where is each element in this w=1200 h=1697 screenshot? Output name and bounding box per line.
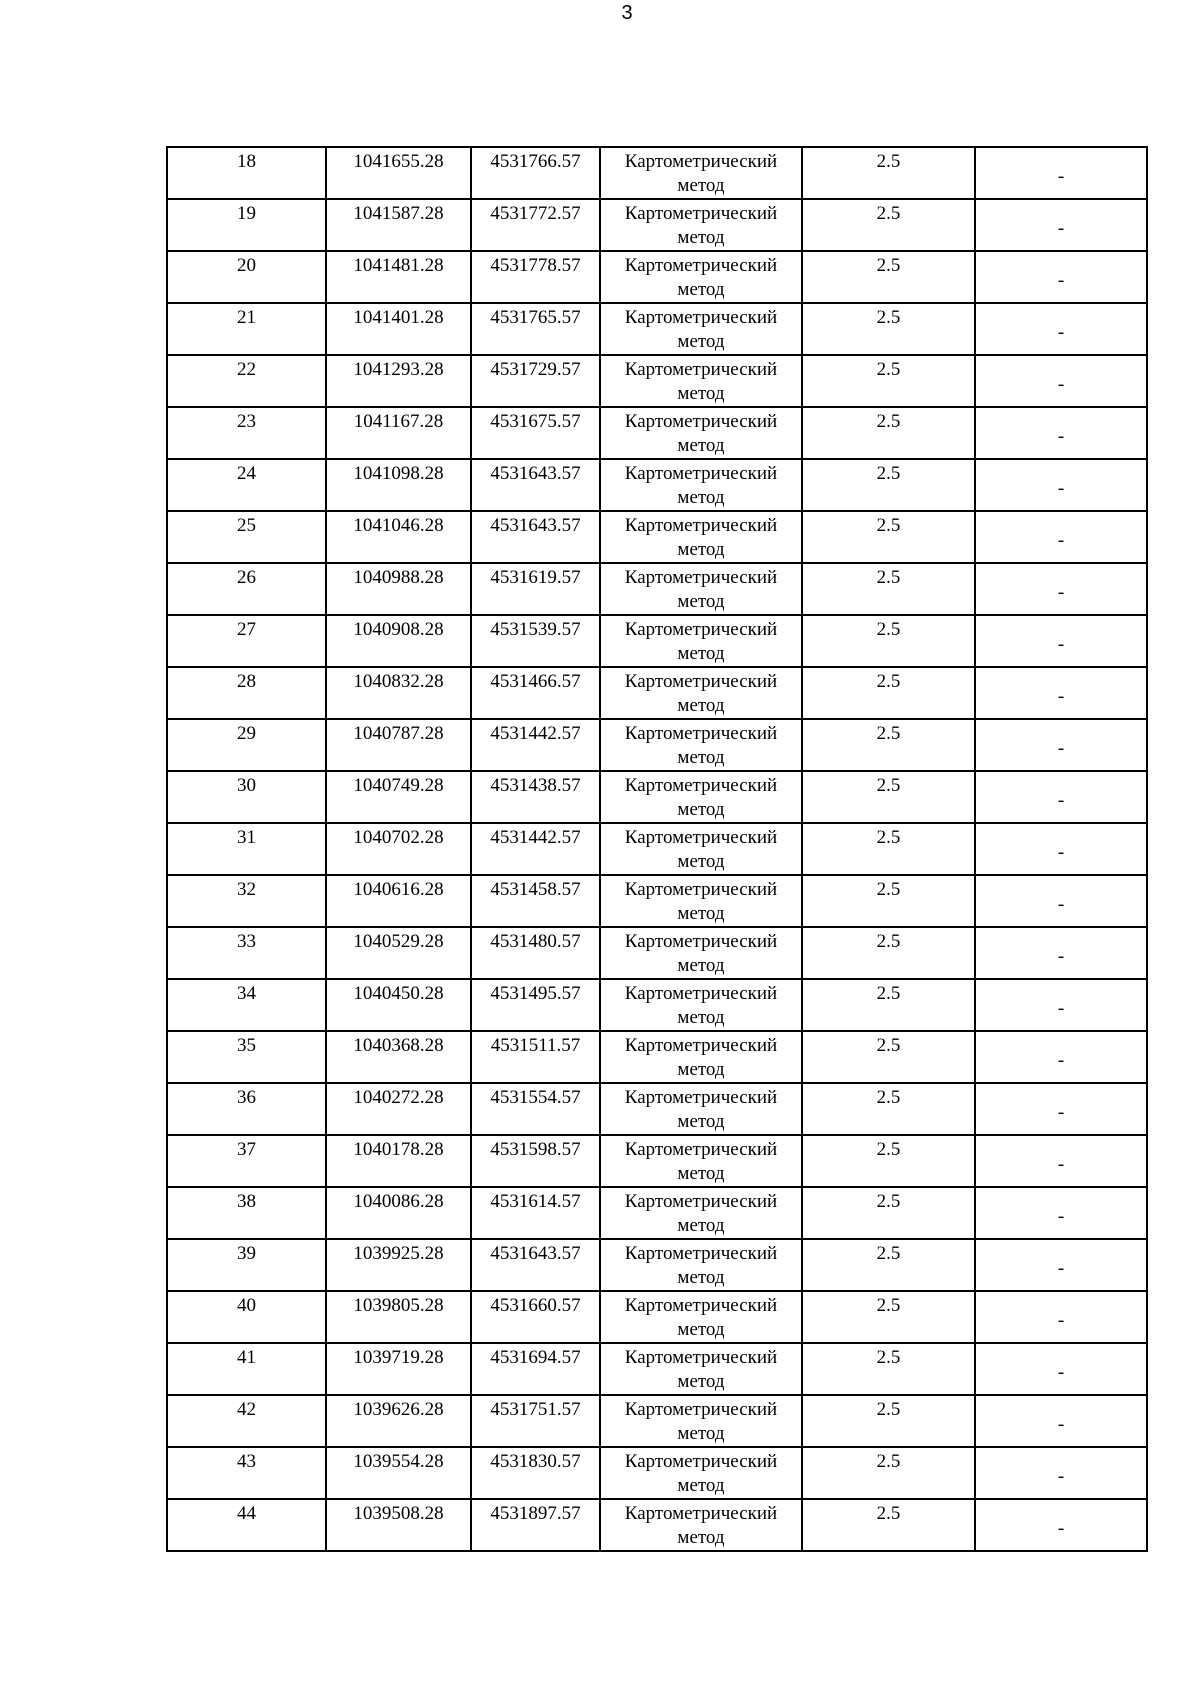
accuracy-cell: 2.5 <box>802 1083 975 1135</box>
table-row <box>167 1291 1147 1343</box>
method-line-1: Картометрический <box>624 931 778 952</box>
note-cell: - <box>975 979 1147 1031</box>
point-number-cell: 32 <box>167 875 326 927</box>
accuracy-cell: 2.5 <box>802 199 975 251</box>
point-number-cell: 43 <box>167 1447 326 1499</box>
x-coordinate-cell: 1039508.28 <box>326 1499 471 1551</box>
table-row <box>167 1187 1147 1239</box>
y-coordinate-cell: 4531830.57 <box>471 1447 600 1499</box>
method-cell <box>600 459 802 511</box>
method-line-1: Картометрический <box>624 1035 778 1056</box>
note-cell: - <box>975 667 1147 719</box>
table-row <box>167 771 1147 823</box>
accuracy-cell: 2.5 <box>802 459 975 511</box>
table-row <box>167 1395 1147 1447</box>
accuracy-cell: 2.5 <box>802 1291 975 1343</box>
page-number: 3 <box>621 2 633 24</box>
x-coordinate-cell: 1040368.28 <box>326 1031 471 1083</box>
point-number-cell: 23 <box>167 407 326 459</box>
method-line-1: Картометрический <box>624 1139 778 1160</box>
point-number-cell: 33 <box>167 927 326 979</box>
accuracy-cell: 2.5 <box>802 355 975 407</box>
method-cell <box>600 979 802 1031</box>
method-cell <box>600 719 802 771</box>
method-cell <box>600 1031 802 1083</box>
point-number-cell: 34 <box>167 979 326 1031</box>
method-cell <box>600 251 802 303</box>
method-line-1: Картометрический <box>624 983 778 1004</box>
table-row <box>167 1447 1147 1499</box>
point-number-cell: 28 <box>167 667 326 719</box>
accuracy-cell: 2.5 <box>802 1031 975 1083</box>
y-coordinate-cell: 4531729.57 <box>471 355 600 407</box>
table-row <box>167 719 1147 771</box>
accuracy-cell: 2.5 <box>802 615 975 667</box>
method-line-2: метод <box>677 1007 725 1028</box>
y-coordinate-cell: 4531442.57 <box>471 719 600 771</box>
point-number-cell: 26 <box>167 563 326 615</box>
y-coordinate-cell: 4531778.57 <box>471 251 600 303</box>
accuracy-cell: 2.5 <box>802 927 975 979</box>
y-coordinate-cell: 4531675.57 <box>471 407 600 459</box>
y-coordinate-cell: 4531765.57 <box>471 303 600 355</box>
note-cell: - <box>975 875 1147 927</box>
x-coordinate-cell: 1040787.28 <box>326 719 471 771</box>
note-cell: - <box>975 1187 1147 1239</box>
method-line-2: метод <box>677 539 725 560</box>
point-number-cell: 35 <box>167 1031 326 1083</box>
y-coordinate-cell: 4531598.57 <box>471 1135 600 1187</box>
method-line-1: Картометрический <box>624 1399 778 1420</box>
method-line-2: метод <box>677 747 725 768</box>
note-cell: - <box>975 303 1147 355</box>
method-cell <box>600 823 802 875</box>
x-coordinate-cell: 1041587.28 <box>326 199 471 251</box>
method-line-1: Картометрический <box>624 1243 778 1264</box>
method-line-2: метод <box>677 331 725 352</box>
point-number-cell: 18 <box>167 147 326 199</box>
accuracy-cell: 2.5 <box>802 511 975 563</box>
method-cell <box>600 147 802 199</box>
y-coordinate-cell: 4531458.57 <box>471 875 600 927</box>
note-cell: - <box>975 1083 1147 1135</box>
method-line-2: метод <box>677 643 725 664</box>
accuracy-cell: 2.5 <box>802 875 975 927</box>
note-cell: - <box>975 927 1147 979</box>
table-body <box>167 147 1147 1551</box>
y-coordinate-cell: 4531751.57 <box>471 1395 600 1447</box>
y-coordinate-cell: 4531643.57 <box>471 1239 600 1291</box>
x-coordinate-cell: 1041046.28 <box>326 511 471 563</box>
method-line-1: Картометрический <box>624 515 778 536</box>
method-line-2: метод <box>677 695 725 716</box>
x-coordinate-cell: 1040988.28 <box>326 563 471 615</box>
method-cell <box>600 407 802 459</box>
method-cell <box>600 1291 802 1343</box>
method-line-1: Картометрический <box>624 879 778 900</box>
method-cell <box>600 615 802 667</box>
accuracy-cell: 2.5 <box>802 823 975 875</box>
table-row <box>167 459 1147 511</box>
note-cell: - <box>975 1395 1147 1447</box>
method-cell <box>600 1499 802 1551</box>
table-row <box>167 667 1147 719</box>
method-line-1: Картометрический <box>624 1503 778 1524</box>
method-line-1: Картометрический <box>624 775 778 796</box>
y-coordinate-cell: 4531660.57 <box>471 1291 600 1343</box>
x-coordinate-cell: 1040832.28 <box>326 667 471 719</box>
table-row <box>167 615 1147 667</box>
method-cell <box>600 875 802 927</box>
table-row <box>167 251 1147 303</box>
x-coordinate-cell: 1040702.28 <box>326 823 471 875</box>
method-line-2: метод <box>677 1423 725 1444</box>
method-cell <box>600 927 802 979</box>
method-line-2: метод <box>677 903 725 924</box>
point-number-cell: 24 <box>167 459 326 511</box>
note-cell: - <box>975 719 1147 771</box>
y-coordinate-cell: 4531554.57 <box>471 1083 600 1135</box>
point-number-cell: 40 <box>167 1291 326 1343</box>
table-row <box>167 1499 1147 1551</box>
method-line-1: Картометрический <box>624 671 778 692</box>
table-row <box>167 147 1147 199</box>
method-line-1: Картометрический <box>624 203 778 224</box>
method-cell <box>600 199 802 251</box>
note-cell: - <box>975 615 1147 667</box>
y-coordinate-cell: 4531619.57 <box>471 563 600 615</box>
method-cell <box>600 771 802 823</box>
note-cell: - <box>975 511 1147 563</box>
method-line-1: Картометрический <box>624 1451 778 1472</box>
accuracy-cell: 2.5 <box>802 1447 975 1499</box>
point-number-cell: 37 <box>167 1135 326 1187</box>
method-line-1: Картометрический <box>624 1347 778 1368</box>
table-row <box>167 1135 1147 1187</box>
table-row <box>167 407 1147 459</box>
x-coordinate-cell: 1040086.28 <box>326 1187 471 1239</box>
x-coordinate-cell: 1040616.28 <box>326 875 471 927</box>
point-number-cell: 36 <box>167 1083 326 1135</box>
accuracy-cell: 2.5 <box>802 1499 975 1551</box>
accuracy-cell: 2.5 <box>802 719 975 771</box>
accuracy-cell: 2.5 <box>802 407 975 459</box>
note-cell: - <box>975 1447 1147 1499</box>
method-cell <box>600 1343 802 1395</box>
x-coordinate-cell: 1040908.28 <box>326 615 471 667</box>
y-coordinate-cell: 4531772.57 <box>471 199 600 251</box>
note-cell: - <box>975 1499 1147 1551</box>
method-cell <box>600 303 802 355</box>
method-line-2: метод <box>677 955 725 976</box>
x-coordinate-cell: 1040749.28 <box>326 771 471 823</box>
y-coordinate-cell: 4531442.57 <box>471 823 600 875</box>
note-cell: - <box>975 823 1147 875</box>
y-coordinate-cell: 4531766.57 <box>471 147 600 199</box>
table-row <box>167 1343 1147 1395</box>
method-cell <box>600 563 802 615</box>
table-row <box>167 199 1147 251</box>
x-coordinate-cell: 1041401.28 <box>326 303 471 355</box>
table-row <box>167 1239 1147 1291</box>
table-row <box>167 979 1147 1031</box>
method-line-2: метод <box>677 1475 725 1496</box>
accuracy-cell: 2.5 <box>802 771 975 823</box>
method-line-2: метод <box>677 279 725 300</box>
x-coordinate-cell: 1041655.28 <box>326 147 471 199</box>
x-coordinate-cell: 1039554.28 <box>326 1447 471 1499</box>
method-line-2: метод <box>677 1527 725 1548</box>
method-line-1: Картометрический <box>624 1191 778 1212</box>
coordinates-table <box>166 146 1148 1552</box>
point-number-cell: 44 <box>167 1499 326 1551</box>
method-cell <box>600 1187 802 1239</box>
y-coordinate-cell: 4531511.57 <box>471 1031 600 1083</box>
method-line-1: Картометрический <box>624 567 778 588</box>
x-coordinate-cell: 1040529.28 <box>326 927 471 979</box>
method-line-2: метод <box>677 1215 725 1236</box>
accuracy-cell: 2.5 <box>802 147 975 199</box>
note-cell: - <box>975 771 1147 823</box>
method-cell <box>600 667 802 719</box>
y-coordinate-cell: 4531643.57 <box>471 459 600 511</box>
x-coordinate-cell: 1040178.28 <box>326 1135 471 1187</box>
method-line-1: Картометрический <box>624 463 778 484</box>
method-line-2: метод <box>677 435 725 456</box>
method-line-2: метод <box>677 1059 725 1080</box>
y-coordinate-cell: 4531495.57 <box>471 979 600 1031</box>
note-cell: - <box>975 1343 1147 1395</box>
table-row <box>167 511 1147 563</box>
y-coordinate-cell: 4531480.57 <box>471 927 600 979</box>
method-line-2: метод <box>677 851 725 872</box>
accuracy-cell: 2.5 <box>802 1187 975 1239</box>
table-row <box>167 355 1147 407</box>
x-coordinate-cell: 1039626.28 <box>326 1395 471 1447</box>
accuracy-cell: 2.5 <box>802 667 975 719</box>
y-coordinate-cell: 4531466.57 <box>471 667 600 719</box>
point-number-cell: 25 <box>167 511 326 563</box>
method-line-1: Картометрический <box>624 359 778 380</box>
table-row <box>167 303 1147 355</box>
table-row <box>167 1083 1147 1135</box>
accuracy-cell: 2.5 <box>802 563 975 615</box>
method-line-1: Картометрический <box>624 255 778 276</box>
method-line-2: метод <box>677 1163 725 1184</box>
table-row <box>167 823 1147 875</box>
accuracy-cell: 2.5 <box>802 1395 975 1447</box>
x-coordinate-cell: 1041481.28 <box>326 251 471 303</box>
note-cell: - <box>975 251 1147 303</box>
point-number-cell: 31 <box>167 823 326 875</box>
accuracy-cell: 2.5 <box>802 1135 975 1187</box>
note-cell: - <box>975 459 1147 511</box>
method-cell <box>600 1239 802 1291</box>
note-cell: - <box>975 147 1147 199</box>
method-line-1: Картометрический <box>624 723 778 744</box>
x-coordinate-cell: 1041167.28 <box>326 407 471 459</box>
note-cell: - <box>975 1031 1147 1083</box>
method-cell <box>600 511 802 563</box>
point-number-cell: 21 <box>167 303 326 355</box>
x-coordinate-cell: 1039805.28 <box>326 1291 471 1343</box>
note-cell: - <box>975 407 1147 459</box>
table-row <box>167 1031 1147 1083</box>
point-number-cell: 30 <box>167 771 326 823</box>
note-cell: - <box>975 563 1147 615</box>
method-cell <box>600 1083 802 1135</box>
note-cell: - <box>975 1291 1147 1343</box>
note-cell: - <box>975 355 1147 407</box>
method-line-2: метод <box>677 383 725 404</box>
x-coordinate-cell: 1041293.28 <box>326 355 471 407</box>
method-line-2: метод <box>677 1267 725 1288</box>
method-line-2: метод <box>677 591 725 612</box>
point-number-cell: 39 <box>167 1239 326 1291</box>
method-line-1: Картометрический <box>624 1295 778 1316</box>
method-line-2: метод <box>677 1371 725 1392</box>
point-number-cell: 29 <box>167 719 326 771</box>
method-cell <box>600 1135 802 1187</box>
point-number-cell: 19 <box>167 199 326 251</box>
method-line-1: Картометрический <box>624 307 778 328</box>
y-coordinate-cell: 4531897.57 <box>471 1499 600 1551</box>
table-row <box>167 563 1147 615</box>
accuracy-cell: 2.5 <box>802 303 975 355</box>
method-line-2: метод <box>677 487 725 508</box>
method-cell <box>600 355 802 407</box>
x-coordinate-cell: 1041098.28 <box>326 459 471 511</box>
method-line-2: метод <box>677 227 725 248</box>
y-coordinate-cell: 4531539.57 <box>471 615 600 667</box>
method-line-2: метод <box>677 799 725 820</box>
point-number-cell: 41 <box>167 1343 326 1395</box>
point-number-cell: 27 <box>167 615 326 667</box>
y-coordinate-cell: 4531643.57 <box>471 511 600 563</box>
x-coordinate-cell: 1039925.28 <box>326 1239 471 1291</box>
method-line-1: Картометрический <box>624 151 778 172</box>
method-line-2: метод <box>677 175 725 196</box>
accuracy-cell: 2.5 <box>802 1343 975 1395</box>
x-coordinate-cell: 1040272.28 <box>326 1083 471 1135</box>
y-coordinate-cell: 4531614.57 <box>471 1187 600 1239</box>
accuracy-cell: 2.5 <box>802 979 975 1031</box>
point-number-cell: 22 <box>167 355 326 407</box>
note-cell: - <box>975 1135 1147 1187</box>
accuracy-cell: 2.5 <box>802 251 975 303</box>
method-cell <box>600 1395 802 1447</box>
note-cell: - <box>975 199 1147 251</box>
point-number-cell: 20 <box>167 251 326 303</box>
accuracy-cell: 2.5 <box>802 1239 975 1291</box>
y-coordinate-cell: 4531694.57 <box>471 1343 600 1395</box>
method-line-1: Картометрический <box>624 1087 778 1108</box>
point-number-cell: 38 <box>167 1187 326 1239</box>
x-coordinate-cell: 1040450.28 <box>326 979 471 1031</box>
table-row <box>167 875 1147 927</box>
y-coordinate-cell: 4531438.57 <box>471 771 600 823</box>
method-line-2: метод <box>677 1319 725 1340</box>
method-line-1: Картометрический <box>624 619 778 640</box>
point-number-cell: 42 <box>167 1395 326 1447</box>
table-row <box>167 927 1147 979</box>
method-line-1: Картометрический <box>624 827 778 848</box>
x-coordinate-cell: 1039719.28 <box>326 1343 471 1395</box>
method-line-1: Картометрический <box>624 411 778 432</box>
note-cell: - <box>975 1239 1147 1291</box>
method-line-2: метод <box>677 1111 725 1132</box>
method-cell <box>600 1447 802 1499</box>
